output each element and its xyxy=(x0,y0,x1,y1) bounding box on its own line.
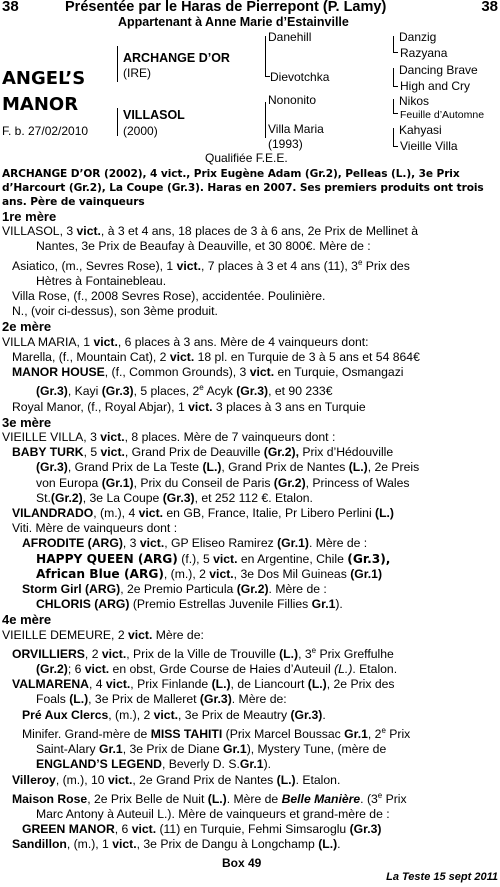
qualified-label: Qualifiée F.E.E. xyxy=(205,151,288,165)
box-number: Box 49 xyxy=(222,856,262,870)
paragraph-villasol: VILLASOL, 3 vict., à 3 et 4 ans, 18 places de 3 à 6 ans, 2e Prix de Mellinet à xyxy=(2,224,418,239)
paragraph-line: MANOR HOUSE, (f., Common Grounds), 3 vict. en Turquie, Osmangazi xyxy=(12,365,404,380)
paragraph-line: Villeroy, (m.), 10 vict., 2e Grand Prix de Nantes (L.). Etalon. xyxy=(12,772,341,787)
sire-intro: ARCHANGE D’OR (2002), 4 vict., Prix Eugène Adam (Gr.2), Pelleas (L.), 3e Prix d’Harcourt (Gr.2), La Coupe (Gr.3). Haras en 2007. Ses premiers produits ont trois ans. Père de vainqueurs xyxy=(2,168,484,208)
paragraph-line: HAPPY QUEEN (ARG) (f.), 5 vict. en Argentine, Chile (Gr.3), xyxy=(36,551,391,566)
paragraph-line: VIEILLE DEMEURE, 2 vict. Mère de: xyxy=(2,627,204,642)
paragraph-line: (Gr.2); 6 vict. en obst, Grde Course de Haies d’Auteuil (L.). Etalon. xyxy=(36,662,398,677)
paragraph-line: Storm Girl (ARG), 2e Premio Particula (Gr.2). Mère de : xyxy=(22,582,327,596)
paragraph-line: Saint-Alary Gr.1, 3e Prix de Diane Gr.1), Mystery Tune, (mère de xyxy=(36,742,387,757)
section-heading: 2e mère xyxy=(2,319,52,335)
paragraph-line: Minifer. Grand-mère de MISS TAHITI (Prix Marcel Boussac Gr.1, 2e Prix xyxy=(22,725,411,741)
great-grandparent: Nikos xyxy=(399,94,430,108)
owner-line: Appartenant à Anne Marie d’Estainville xyxy=(118,15,349,29)
granddam-2-year: (1993) xyxy=(268,137,303,151)
great-grandparent: Razyana xyxy=(400,46,448,60)
pedigree-bracket xyxy=(393,113,398,114)
paragraph-line: Maison Rose, 2e Prix Belle de Nuit (L.). Mère de Belle Manière. (3e Prix xyxy=(12,790,407,806)
pedigree-bracket xyxy=(117,108,118,136)
page-title: Présentée par le Haras de Pierrepont (P. Lamy) xyxy=(65,0,387,15)
paragraph-line: ORVILLIERS, 2 vict., Prix de la Ville de Trouville (L.), 3e Prix Greffulhe xyxy=(12,645,394,661)
paragraph-line: VALMARENA, 4 vict., Prix Finlande (L.), de Liancourt (L.), 2e Prix des xyxy=(12,677,395,692)
paragraph-line: Foals (L.), 3e Prix de Malleret (Gr.3). Mère de: xyxy=(36,692,287,707)
great-grandparent: Danzig xyxy=(399,30,437,44)
dam-year: (2000) xyxy=(123,124,158,138)
paragraph-line: CHLORIS (ARG) (Premio Estrellas Juvenile Fillies Gr.1). xyxy=(36,597,343,612)
paragraph-line: (Gr.3), Grand Prix de La Teste (L.), Grand Prix de Nantes (L.), 2e Preis xyxy=(36,460,420,475)
paragraph-line: Nantes, 3e Prix de Beaufay à Deauville, et 30 800€. Mère de : xyxy=(36,239,371,254)
paragraph-line: ENGLAND’S LEGEND, Beverly D. S.Gr.1). xyxy=(36,757,272,772)
paragraph-line: N., (voir ci-dessus), son 3ème produit. xyxy=(12,304,218,319)
paragraph-line: African Blue (ARG), (m.), 2 vict., 3e Dos Mil Guineas (Gr.1) xyxy=(36,566,383,581)
pedigree-bracket xyxy=(393,52,398,53)
paragraph-line: Asiatico, (m., Sevres Rose), 1 vict., 7 places à 3 et 4 ans (11), 3e Prix des xyxy=(12,257,410,273)
pedigree-bracket xyxy=(393,99,394,113)
horse-name-line2: MANOR xyxy=(2,94,79,115)
sire-origin: (IRE) xyxy=(123,66,151,80)
section-heading: 3e mère xyxy=(2,414,52,430)
pedigree-bracket xyxy=(117,46,118,82)
pedigree-bracket xyxy=(265,102,266,138)
lot-number-right: 38 xyxy=(481,0,498,15)
great-grandparent: Feuille d’Automne xyxy=(400,109,485,121)
paragraph-line: VILANDRADO, (m.), 4 vict. en GB, France, Italie, Pr Libero Perlini (L.) xyxy=(12,505,394,520)
pedigree-bracket xyxy=(393,128,394,146)
paragraph-line: Marella, (f., Mountain Cat), 2 vict. 18 pl. en Turquie de 3 à 5 ans et 54 864€ xyxy=(12,349,420,364)
paragraph-line: St.(Gr.2), 3e La Coupe (Gr.3), et 252 112 €. Etalon. xyxy=(36,490,313,505)
great-grandparent: Kahyasi xyxy=(399,123,442,137)
paragraph-line: AFRODITE (ARG), 3 vict., GP Eliseo Ramirez (Gr.1). Mère de : xyxy=(22,536,368,551)
pedigree-bracket xyxy=(393,68,394,86)
grandsire-2: Dievotchka xyxy=(270,70,330,84)
sire-name: ARCHANGE D’OR xyxy=(123,51,230,65)
catalogue-body xyxy=(2,167,498,853)
lot-number-left: 38 xyxy=(2,0,19,15)
paragraph-line: Villa Rose, (f., 2008 Sevres Rose), accidentée. Poulinière. xyxy=(12,289,326,304)
dam-name: VILLASOL xyxy=(123,108,185,122)
paragraph-line: BABY TURK, 5 vict., Grand Prix de Deauville (Gr.2), Prix d’Hédouville xyxy=(12,445,394,460)
pedigree-bracket xyxy=(393,86,398,87)
paragraph-line: Marc Antony à Auteuil L.). Mère de vainqueurs et grand-mère de : xyxy=(36,807,390,822)
great-grandparent: High and Cry xyxy=(400,79,471,93)
paragraph-line: von Europa (Gr.1), Prix du Conseil de Paris (Gr.2), Princess of Wales xyxy=(36,475,410,490)
sale-date: La Teste 15 sept 2011 xyxy=(386,871,498,883)
paragraph-line: (Gr.3), Kayi (Gr.3), 5 places, 2e Acyk (Gr.3), et 90 233€ xyxy=(36,383,333,399)
granddam-1: Nononito xyxy=(268,93,317,107)
grandsire-1: Danehill xyxy=(268,30,312,44)
paragraph-line: Pré Aux Clercs, (m.), 2 vict., 3e Prix de Meautry (Gr.3). xyxy=(22,707,326,722)
birth-info: F. b. 27/02/2010 xyxy=(2,124,89,138)
pedigree-bracket xyxy=(393,146,398,147)
great-grandparent: Dancing Brave xyxy=(399,63,478,77)
granddam-2: Villa Maria xyxy=(268,122,324,136)
paragraph-line: Hètres à Fontainebleau. xyxy=(36,273,167,288)
great-grandparent: Vieille Villa xyxy=(400,139,458,153)
paragraph-line: Viti. Mère de vainqueurs dont : xyxy=(12,521,178,536)
paragraph-line: VILLA MARIA, 1 vict., 6 places à 3 ans. Mère de 4 vainqueurs dont: xyxy=(2,334,369,349)
paragraph-line: VIEILLE VILLA, 3 vict., 8 places. Mère de 7 vainqueurs dont : xyxy=(2,429,336,444)
section-heading: 4e mère xyxy=(2,612,52,628)
paragraph-line: Royal Manor, (f., Royal Abjar), 1 vict. 3 places à 3 ans en Turquie xyxy=(12,399,366,414)
pedigree-bracket xyxy=(265,36,266,76)
paragraph-line: Sandillon, (m.), 1 vict., 3e Prix de Dangu à Longchamp (L.). xyxy=(12,837,341,852)
paragraph-line: GREEN MANOR, 6 vict. (11) en Turquie, Fehmi Simsaroglu (Gr.3) xyxy=(22,822,382,837)
section-heading: 1re mère xyxy=(2,209,57,224)
horse-name-line1: ANGEL’S xyxy=(2,68,86,89)
pedigree-bracket xyxy=(393,36,394,52)
